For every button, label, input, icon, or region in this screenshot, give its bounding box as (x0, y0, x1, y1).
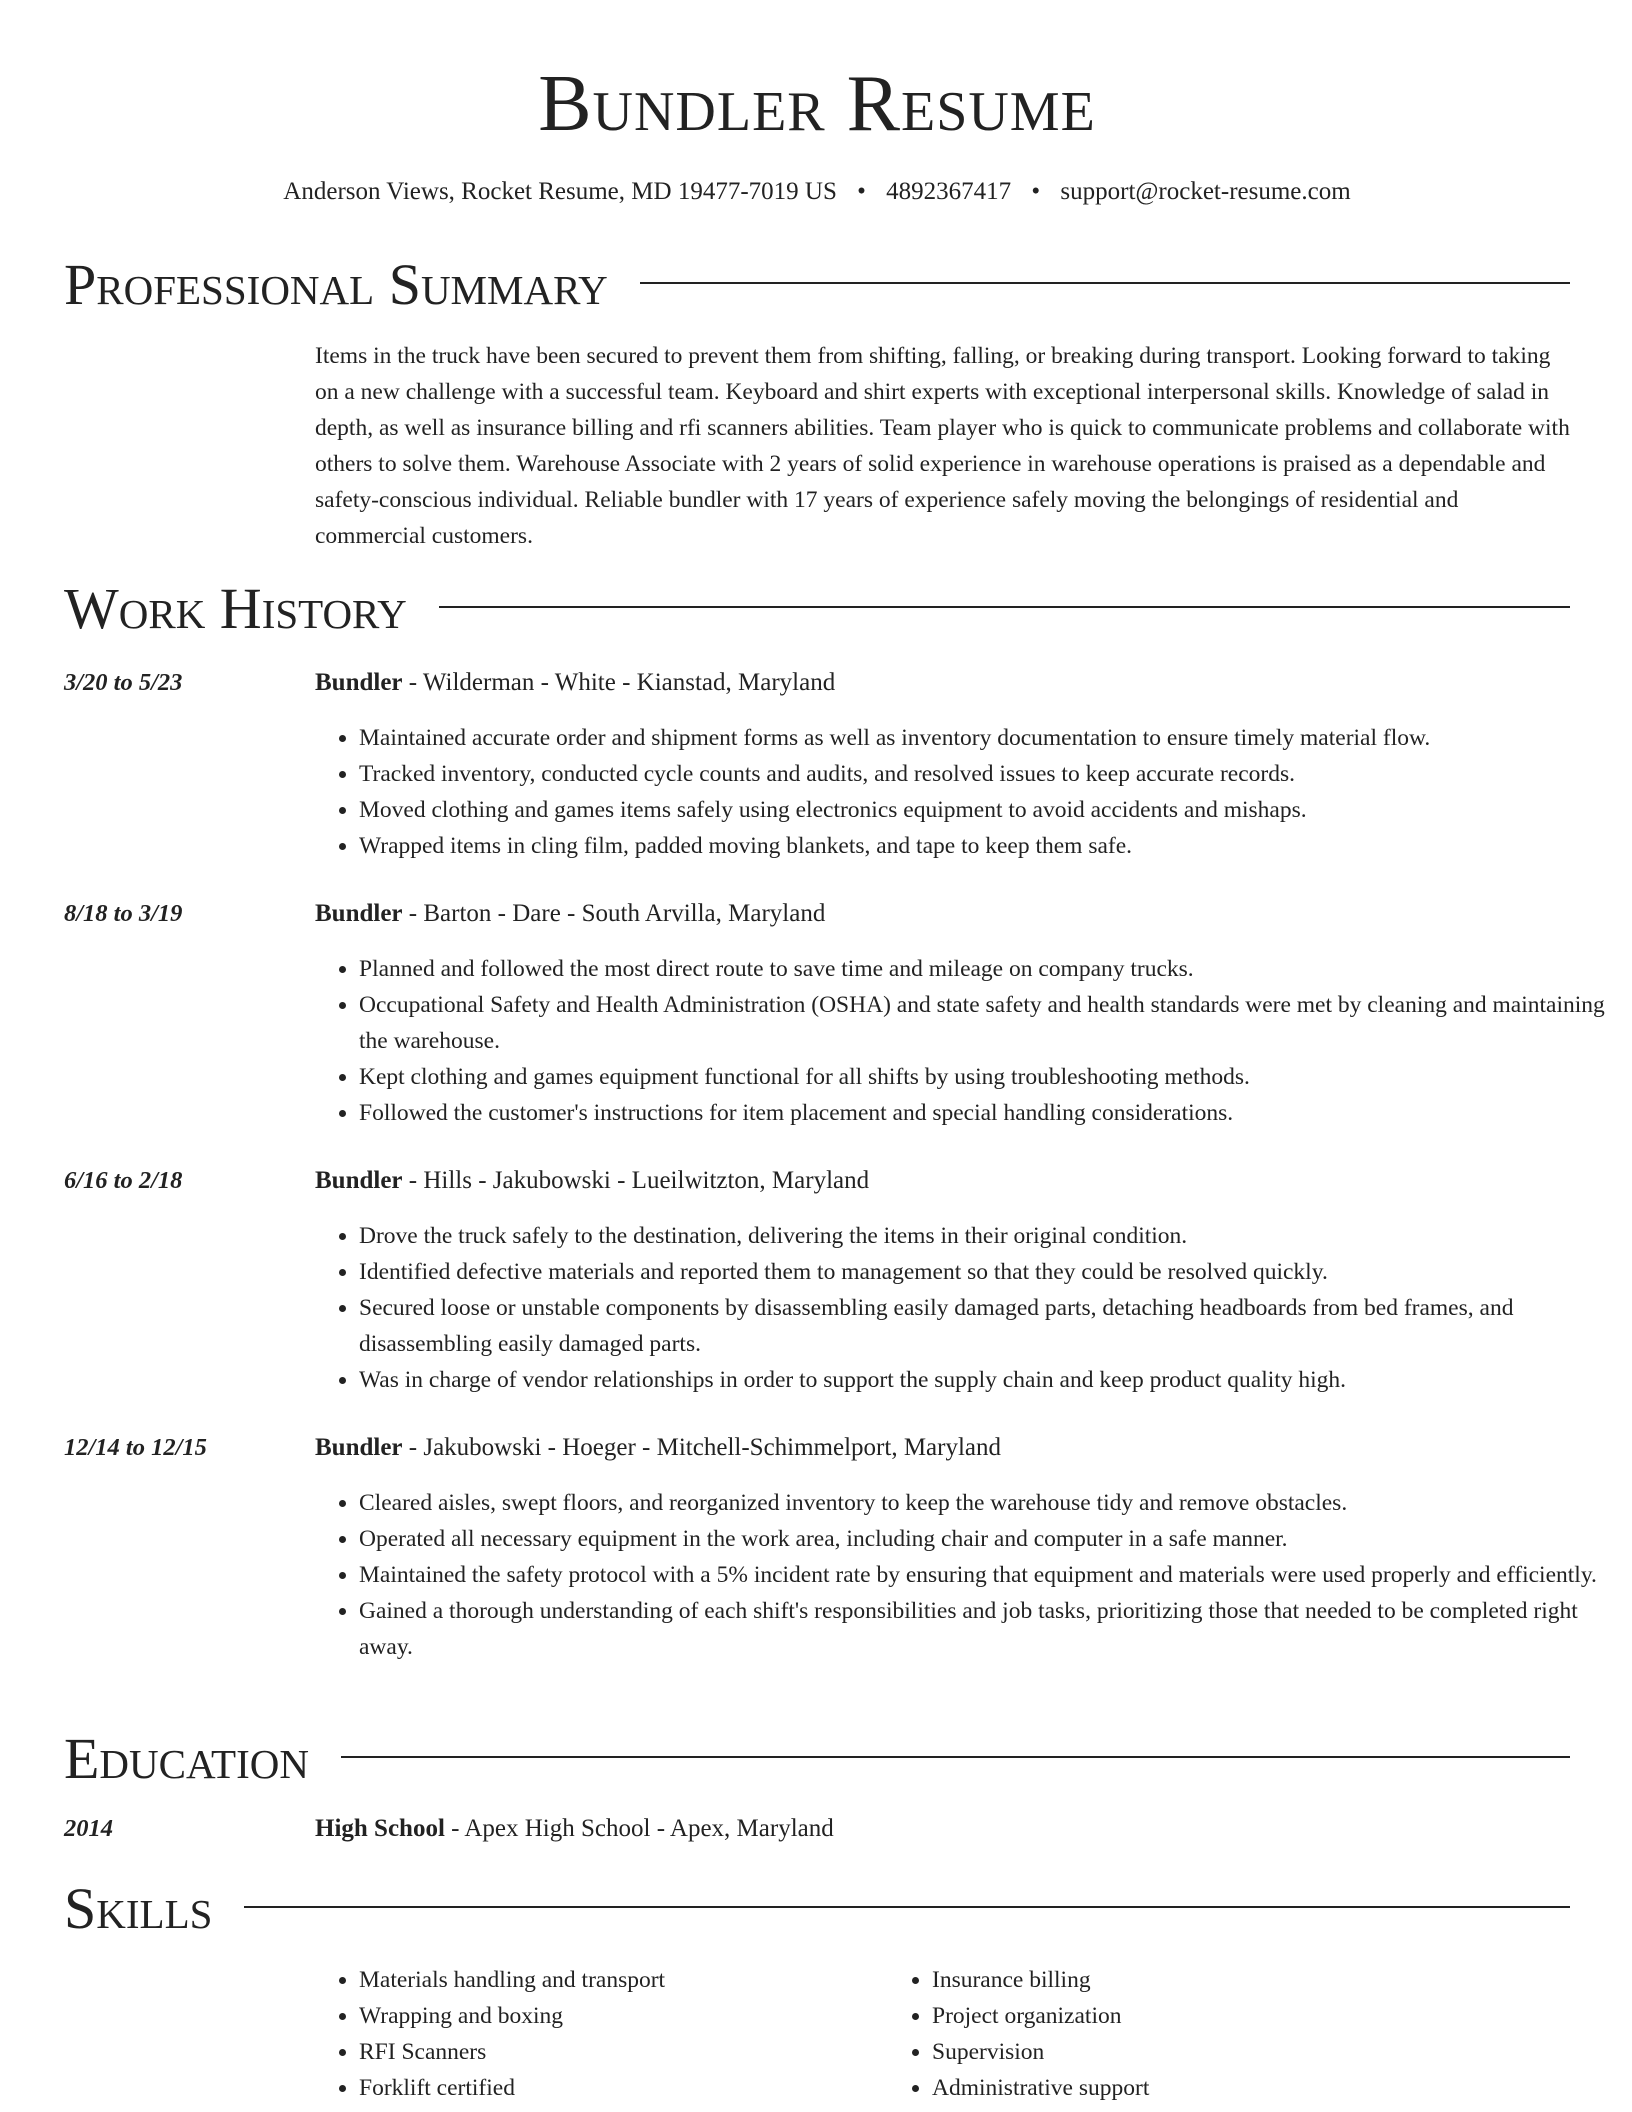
work-role: Bundler (315, 669, 403, 696)
work-bullet: • Moved clothing and games items safely using electronics equipment to avoid accidents and mishaps. (359, 792, 1614, 828)
skill-item: • Forklift certified (359, 2070, 888, 2106)
skill-item: • Project organization (932, 1998, 1503, 2034)
work-bullets (315, 1218, 1614, 1398)
section-rule (341, 1756, 1570, 1758)
education-year: 2014 (64, 1815, 113, 1842)
skill-item: • Wrapping and boxing (359, 1998, 888, 2034)
work-bullet: • Followed the customer's instructions for item placement and special handling considerations. (359, 1095, 1614, 1131)
work-dates: 12/14 to 12/15 (64, 1434, 207, 1461)
work-bullet: • Kept clothing and games equipment functional for all shifts by using troubleshooting methods. (359, 1059, 1614, 1095)
education-degree: High School (315, 1815, 445, 1842)
summary-title: Professional Summary (64, 252, 608, 317)
skills-column-left (315, 1962, 888, 2106)
work-bullets (315, 951, 1614, 1131)
work-bullet: • Operated all necessary equipment in the work area, including chair and computer in a safe manner. (359, 1521, 1614, 1557)
work-title-line (315, 666, 835, 700)
education-heading (64, 1726, 1570, 1792)
work-bullet: • Planned and followed the most direct route to save time and mileage on company trucks. (359, 951, 1614, 987)
work-bullet: • Maintained accurate order and shipment forms as well as inventory documentation to ensure timely material flow. (359, 720, 1614, 756)
work-bullet: • Identified defective materials and reported them to management so that they could be resolved quickly. (359, 1254, 1614, 1290)
skills-list (315, 1962, 1570, 2106)
resume-name: Bundler Resume (538, 60, 1096, 148)
skill-item: • RFI Scanners (359, 2034, 888, 2070)
contact-phone: 4892367417 (886, 178, 1012, 205)
work-bullet: • Gained a thorough understanding of each shift's responsibilities and job tasks, prioritizing those that needed to be completed right away. (359, 1593, 1614, 1665)
work-bullet: • Drove the truck safely to the destination, delivering the items in their original condition. (359, 1218, 1614, 1254)
skills-title: Skills (64, 1876, 213, 1941)
work-role: Bundler (315, 1167, 403, 1194)
contact-address: Anderson Views, Rocket Resume, MD 19477-7019 US (283, 178, 837, 205)
work-bullet: • Wrapped items in cling film, padded moving blankets, and tape to keep them safe. (359, 828, 1614, 864)
work-details: - Barton - Dare - South Arvilla, Maryland (402, 900, 826, 927)
contact-line (64, 176, 1570, 208)
education-title-line (315, 1812, 834, 1846)
work-bullet: • Maintained the safety protocol with a 5% incident rate by ensuring that equipment and materials were used properly and efficiently. (359, 1557, 1614, 1593)
work-dates: 3/20 to 5/23 (64, 669, 183, 696)
work-details: - Wilderman - White - Kianstad, Maryland (402, 669, 836, 696)
work-bullets (315, 1485, 1614, 1665)
work-title-line (315, 897, 825, 931)
contact-separator: • (1031, 178, 1041, 205)
work-title-line (315, 1164, 869, 1198)
section-rule (244, 1906, 1570, 1908)
work-dates: 8/18 to 3/19 (64, 900, 183, 927)
section-rule (439, 606, 1570, 608)
work-details: - Jakubowski - Hoeger - Mitchell-Schimmelport, Maryland (402, 1434, 1002, 1461)
work-bullets (315, 720, 1614, 864)
work-dates: 6/16 to 2/18 (64, 1167, 183, 1194)
work-details: - Hills - Jakubowski - Lueilwitzton, Maryland (402, 1167, 870, 1194)
work-role: Bundler (315, 1434, 403, 1461)
skill-item: • Administrative support (932, 2070, 1503, 2106)
section-rule (640, 282, 1570, 284)
work-title: Work History (64, 576, 407, 641)
skills-heading (64, 1876, 1570, 1942)
education-title: Education (64, 1726, 309, 1791)
contact-email: support@rocket-resume.com (1060, 178, 1351, 205)
work-title-line (315, 1431, 1001, 1465)
education-details: - Apex High School - Apex, Maryland (444, 1815, 834, 1842)
work-bullet: • Cleared aisles, swept floors, and reorganized inventory to keep the warehouse tidy and remove obstacles. (359, 1485, 1614, 1521)
skill-item: • Insurance billing (932, 1962, 1503, 1998)
skill-item: • Materials handling and transport (359, 1962, 888, 1998)
work-heading (64, 576, 1570, 642)
work-bullet: • Tracked inventory, conducted cycle counts and audits, and resolved issues to keep accurate records. (359, 756, 1614, 792)
work-bullet: • Secured loose or unstable components by disassembling easily damaged parts, detaching headboards from bed frames, and disassembling easily damaged parts. (359, 1290, 1614, 1362)
summary-text: Items in the truck have been secured to prevent them from shifting, falling, or breaking during transport. Looking forward to taking on a new challenge with a successful team. Keyboard and shirt experts with exceptional interpersonal skills. Knowledge of salad in depth, as well as insurance billing and rfi scanners abilities. Team player who is quick to communicate problems and collaborate with others to solve them. Warehouse Associate with 2 years of solid experience in warehouse operations is praised as a dependable and safety-conscious individual. Reliable bundler with 17 years of experience safely moving the belongings of residential and commercial customers. (315, 343, 1570, 549)
work-bullet: • Occupational Safety and Health Administration (OSHA) and state safety and health standards were met by cleaning and maintaining the warehouse. (359, 987, 1614, 1059)
summary-heading (64, 252, 1570, 318)
contact-separator: • (857, 178, 866, 205)
work-role: Bundler (315, 900, 403, 927)
skill-item: • Supervision (932, 2034, 1503, 2070)
skills-column-right (888, 1962, 1503, 2106)
work-bullet: • Was in charge of vendor relationships in order to support the supply chain and keep product quality high. (359, 1362, 1614, 1398)
